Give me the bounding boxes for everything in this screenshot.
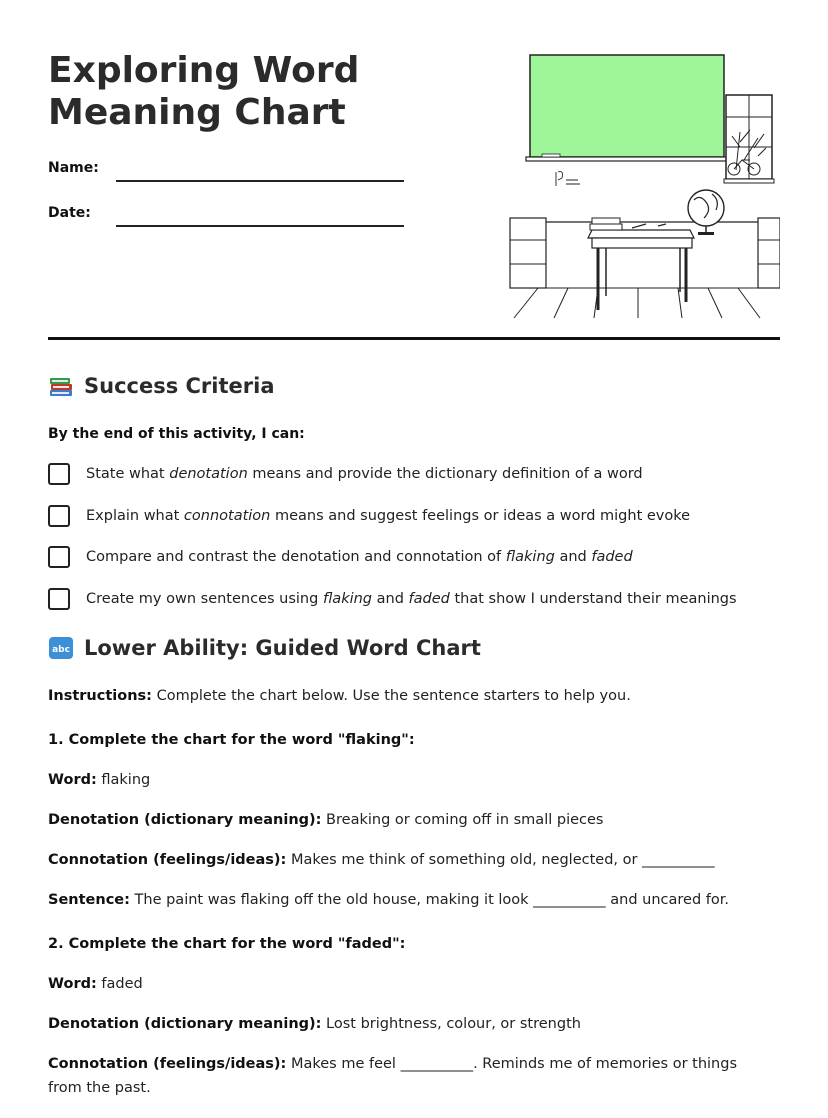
chalkboard: [530, 55, 724, 157]
flaking-sentence: Sentence: The paint was flaking off the old house, making it look __________ and uncared for.: [48, 892, 729, 908]
criteria-checkbox-3[interactable]: [48, 546, 70, 568]
flaking-word: Word: flaking: [48, 772, 151, 788]
faded-connotation: Connotation (feelings/ideas): Makes me feel __________. Reminds me of memories or things from the past.: [48, 1056, 737, 1096]
header-divider: [48, 337, 780, 340]
books-icon: [48, 374, 74, 398]
criteria-checkbox-1[interactable]: [48, 463, 70, 485]
date-field[interactable]: [116, 225, 404, 227]
criteria-checkbox-2[interactable]: [48, 505, 70, 527]
criteria-item: [48, 463, 643, 485]
criteria-item: [48, 546, 633, 568]
faded-word: Word: faded: [48, 976, 143, 992]
page-title: [48, 50, 468, 134]
criteria-text-2: Explain what connotation means and suggest feelings or ideas a word might evoke: [86, 508, 691, 524]
title-line-2: Meaning Chart: [48, 92, 346, 133]
faded-denotation: Denotation (dictionary meaning): Lost brightness, colour, or strength: [48, 1016, 581, 1032]
svg-text:abc: abc: [52, 645, 70, 655]
name-label: Name:: [48, 160, 99, 176]
chalk-ledge: [526, 157, 728, 161]
name-field[interactable]: [116, 180, 404, 182]
question-1: 1. Complete the chart for the word "flaking":: [48, 732, 415, 748]
title-line-1: Exploring Word: [48, 50, 360, 91]
classroom-illustration: [508, 52, 780, 320]
criteria-text-3: Compare and contrast the denotation and connotation of flaking and faded: [86, 549, 633, 565]
globe: [688, 190, 724, 226]
lower-ability-heading: [48, 636, 481, 660]
question-2: 2. Complete the chart for the word "faded":: [48, 936, 406, 952]
flaking-connotation: Connotation (feelings/ideas): Makes me think of something old, neglected, or __________: [48, 852, 715, 868]
criteria-item: [48, 505, 690, 527]
criteria-text-1: State what denotation means and provide the dictionary definition of a word: [86, 466, 643, 482]
instructions: Instructions: Complete the chart below. Use the sentence starters to help you.: [48, 688, 631, 704]
success-criteria-heading: [48, 374, 275, 398]
criteria-text-4: Create my own sentences using flaking and faded that show I understand their meanings: [86, 591, 737, 607]
lower-ability-title: Lower Ability: Guided Word Chart: [84, 636, 481, 660]
criteria-checkbox-4[interactable]: [48, 588, 70, 610]
success-lead: By the end of this activity, I can:: [48, 426, 305, 442]
success-criteria-title: Success Criteria: [84, 374, 275, 398]
criteria-item: [48, 588, 737, 610]
date-label: Date:: [48, 205, 91, 221]
abc-icon: [48, 636, 74, 660]
flaking-denotation: Denotation (dictionary meaning): Breaking or coming off in small pieces: [48, 812, 604, 828]
teacher-desk: [588, 230, 694, 238]
